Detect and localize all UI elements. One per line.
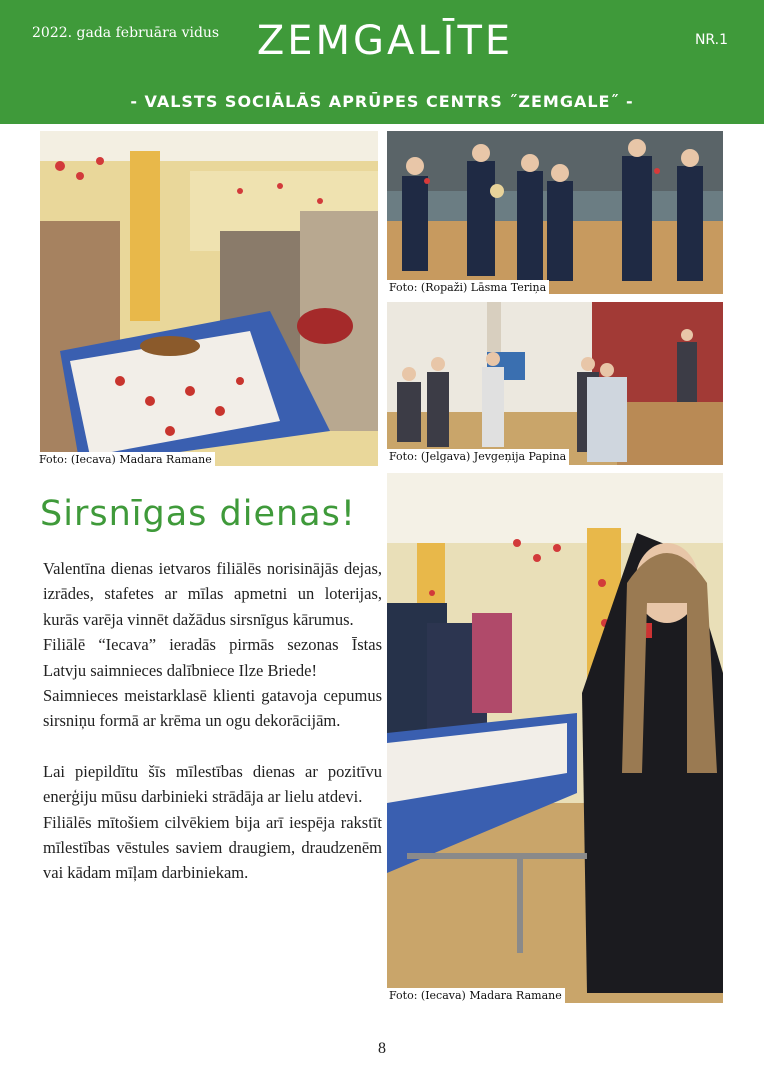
photo-iecava-table-caption: Foto: (Iecava) Madara Ramane xyxy=(36,452,215,468)
photo-ropazi-stage xyxy=(387,131,723,294)
article-paragraph: Filiālēs mītošiem cilvēkiem bija arī iespēja rakstīt mīlestības vēstules saviem draugiem, draudzenēm vai kādam mīļam darbiniekam. xyxy=(43,812,382,883)
article-paragraph: Filiālē “Iecava” ieradās pirmās sezonas Īstas Latvju saimnieces dalībniece Ilze Briede! xyxy=(43,635,382,680)
photo-iecava-table xyxy=(40,131,378,466)
photo-ropazi-stage-caption: Foto: (Ropaži) Lāsma Teriņa xyxy=(386,280,549,296)
article-paragraph: Saimnieces meistarklasē klienti gatavoja cepumus sirsniņu formā ar krēma un ogu dekorācijām. xyxy=(43,686,382,731)
article-paragraph: Lai piepildītu šīs mīlestības dienas ar pozitīvu enerģiju mūsu darbinieki strādāja ar lielu atdevi. xyxy=(43,761,382,807)
article-body xyxy=(43,556,382,886)
page-number: 8 xyxy=(378,1040,386,1057)
photo-ropazi-stage-image xyxy=(387,131,723,294)
photo-iecava-portrait xyxy=(387,473,723,1003)
header-banner xyxy=(0,0,764,124)
article-paragraph: Valentīna dienas ietvaros filiālēs norisinājās dejas, izrādes, stafetes ar mīlas apmetni un loterijas, kurās varēja vinnēt dažādus sirsnīgus kārumus. xyxy=(43,559,382,629)
newsletter-title: ZEMGALĪTE xyxy=(256,18,514,64)
photo-iecava-portrait-caption: Foto: (Iecava) Madara Ramane xyxy=(386,988,565,1004)
photo-iecava-table-image xyxy=(40,131,378,466)
photo-iecava-portrait-image xyxy=(387,473,723,1003)
article-heading: Sirsnīgas dienas! xyxy=(40,494,356,534)
photo-jelgava-hall-caption: Foto: (Jelgava) Jevgeņija Papina xyxy=(386,449,569,465)
issue-date: 2022. gada februāra vidus xyxy=(32,25,220,41)
issue-number: NR.1 xyxy=(694,32,728,48)
newsletter-subtitle: - VALSTS SOCIĀLĀS APRŪPES CENTRS ˝ZEMGALE˝ - xyxy=(130,92,634,111)
photo-jelgava-hall-image xyxy=(387,302,723,465)
photo-jelgava-hall xyxy=(387,302,723,465)
